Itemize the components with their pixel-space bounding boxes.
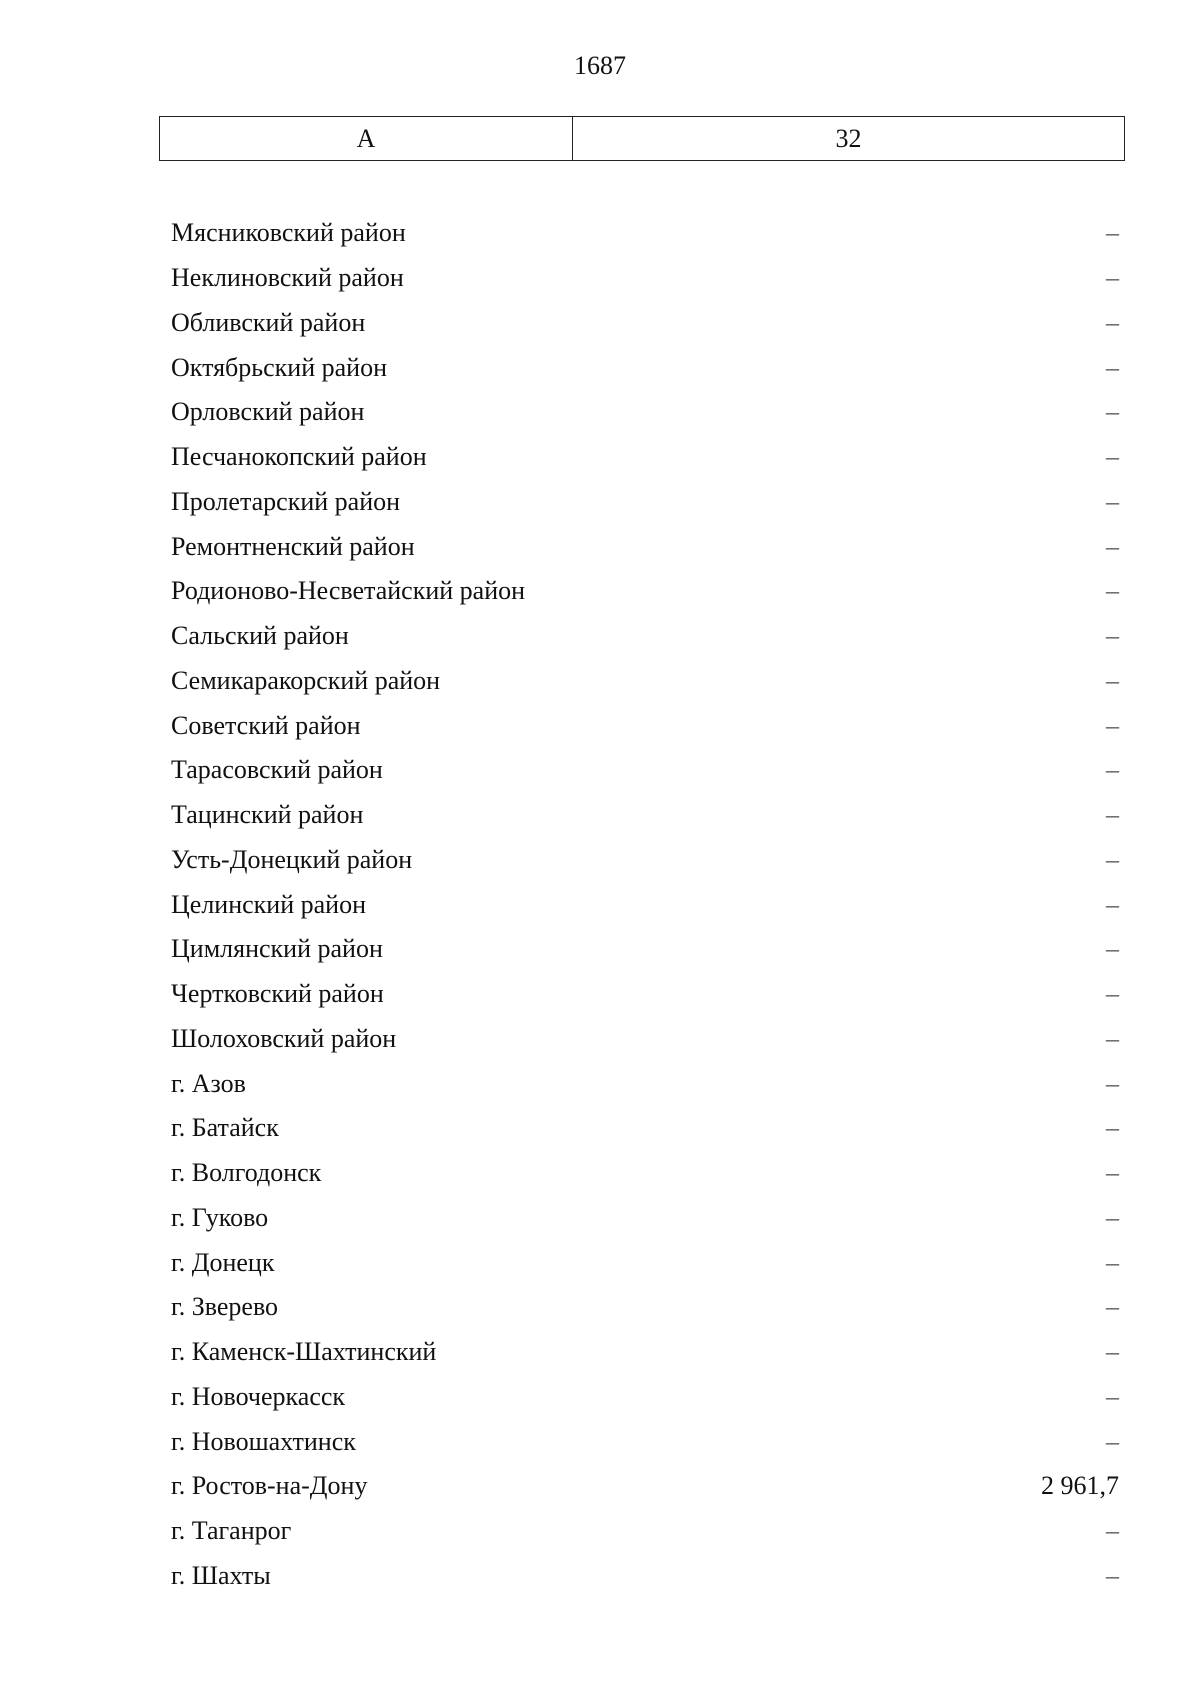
table-row [171, 659, 1119, 704]
row-value: – [1106, 531, 1119, 561]
row-name: Цимлянский район [171, 934, 383, 964]
table-row [171, 1061, 1119, 1106]
row-name: Октябрьский район [171, 352, 387, 382]
table-row [171, 301, 1119, 346]
row-name: Семикаракорский район [171, 665, 441, 695]
row-value: – [1106, 218, 1119, 248]
table-row [171, 1285, 1119, 1330]
table-row [171, 1509, 1119, 1554]
row-name: г. Волгодонск [171, 1158, 322, 1188]
row-value: – [1106, 844, 1119, 874]
table-row [171, 345, 1119, 390]
row-value: 2 961,7 [1041, 1471, 1119, 1501]
row-value: – [1106, 1337, 1119, 1367]
table-row [171, 1151, 1119, 1196]
row-value: – [1106, 1426, 1119, 1456]
row-name: Шолоховский район [171, 1023, 397, 1053]
table-row [171, 211, 1119, 256]
row-name: г. Азов [171, 1068, 246, 1098]
row-value: – [1106, 576, 1119, 606]
row-name: Целинский район [171, 889, 366, 919]
column-header-table [159, 116, 1125, 161]
row-value: – [1106, 1560, 1119, 1590]
table-row [171, 703, 1119, 748]
row-name: Усть-Донецкий район [171, 844, 413, 874]
row-value: – [1106, 1381, 1119, 1411]
table-row [171, 1554, 1119, 1599]
row-name: Советский район [171, 710, 361, 740]
table-row [171, 927, 1119, 972]
table-row [171, 390, 1119, 435]
row-name: Песчанокопский район [171, 442, 427, 472]
row-value: – [1106, 1113, 1119, 1143]
row-value: – [1106, 665, 1119, 695]
row-value: – [1106, 1158, 1119, 1188]
table-row [171, 793, 1119, 838]
row-value: – [1106, 307, 1119, 337]
column-header-32: 32 [835, 123, 862, 153]
table-row [171, 1196, 1119, 1241]
row-name: Неклиновский район [171, 263, 404, 293]
table-row [171, 1375, 1119, 1420]
table-row [171, 972, 1119, 1017]
row-name: Тарасовский район [171, 755, 383, 785]
row-name: г. Гуково [171, 1202, 269, 1232]
row-name: г. Таганрог [171, 1516, 292, 1546]
row-value: – [1106, 755, 1119, 785]
row-name: Мясниковский район [171, 218, 406, 248]
table-row [171, 1464, 1119, 1509]
table-row [171, 1419, 1119, 1464]
row-value: – [1106, 263, 1119, 293]
row-name: г. Новочеркасск [171, 1381, 346, 1411]
row-value: – [1106, 800, 1119, 830]
district-list [171, 211, 1119, 1598]
table-row [171, 480, 1119, 525]
row-value: – [1106, 621, 1119, 651]
row-value: – [1106, 710, 1119, 740]
table-row [171, 882, 1119, 927]
table-row [171, 524, 1119, 569]
row-value: – [1106, 352, 1119, 382]
row-value: – [1106, 1516, 1119, 1546]
table-row [171, 1017, 1119, 1062]
row-name: г. Донецк [171, 1247, 275, 1277]
row-value: – [1106, 1292, 1119, 1322]
row-name: Пролетарский район [171, 486, 401, 516]
row-name: Орловский район [171, 397, 365, 427]
row-name: Тацинский район [171, 800, 364, 830]
table-row [171, 435, 1119, 480]
table-row [171, 256, 1119, 301]
row-value: – [1106, 1202, 1119, 1232]
table-row [171, 748, 1119, 793]
row-value: – [1106, 397, 1119, 427]
row-name: Обливский район [171, 307, 366, 337]
row-value: – [1106, 979, 1119, 1009]
row-name: Чертковский район [171, 979, 384, 1009]
row-value: – [1106, 486, 1119, 516]
row-value: – [1106, 1023, 1119, 1053]
row-value: – [1106, 934, 1119, 964]
table-row [171, 1330, 1119, 1375]
row-name: Сальский район [171, 621, 349, 651]
row-name: г. Ростов-на-Дону [171, 1471, 368, 1501]
table-row [171, 1240, 1119, 1285]
table-row [171, 569, 1119, 614]
row-name: г. Зверево [171, 1292, 279, 1322]
table-row [171, 1106, 1119, 1151]
table-row [171, 838, 1119, 883]
row-name: г. Каменск-Шахтинский [171, 1337, 437, 1367]
row-name: г. Батайск [171, 1113, 279, 1143]
table-row [171, 614, 1119, 659]
row-value: – [1106, 1247, 1119, 1277]
row-value: – [1106, 1068, 1119, 1098]
column-header-a: А [160, 117, 573, 160]
page-number: 1687 [574, 51, 626, 80]
row-value: – [1106, 442, 1119, 472]
row-value: – [1106, 889, 1119, 919]
row-name: г. Шахты [171, 1560, 271, 1590]
row-name: Родионово-Несветайский район [171, 576, 526, 606]
row-name: г. Новошахтинск [171, 1426, 356, 1456]
row-name: Ремонтненский район [171, 531, 415, 561]
